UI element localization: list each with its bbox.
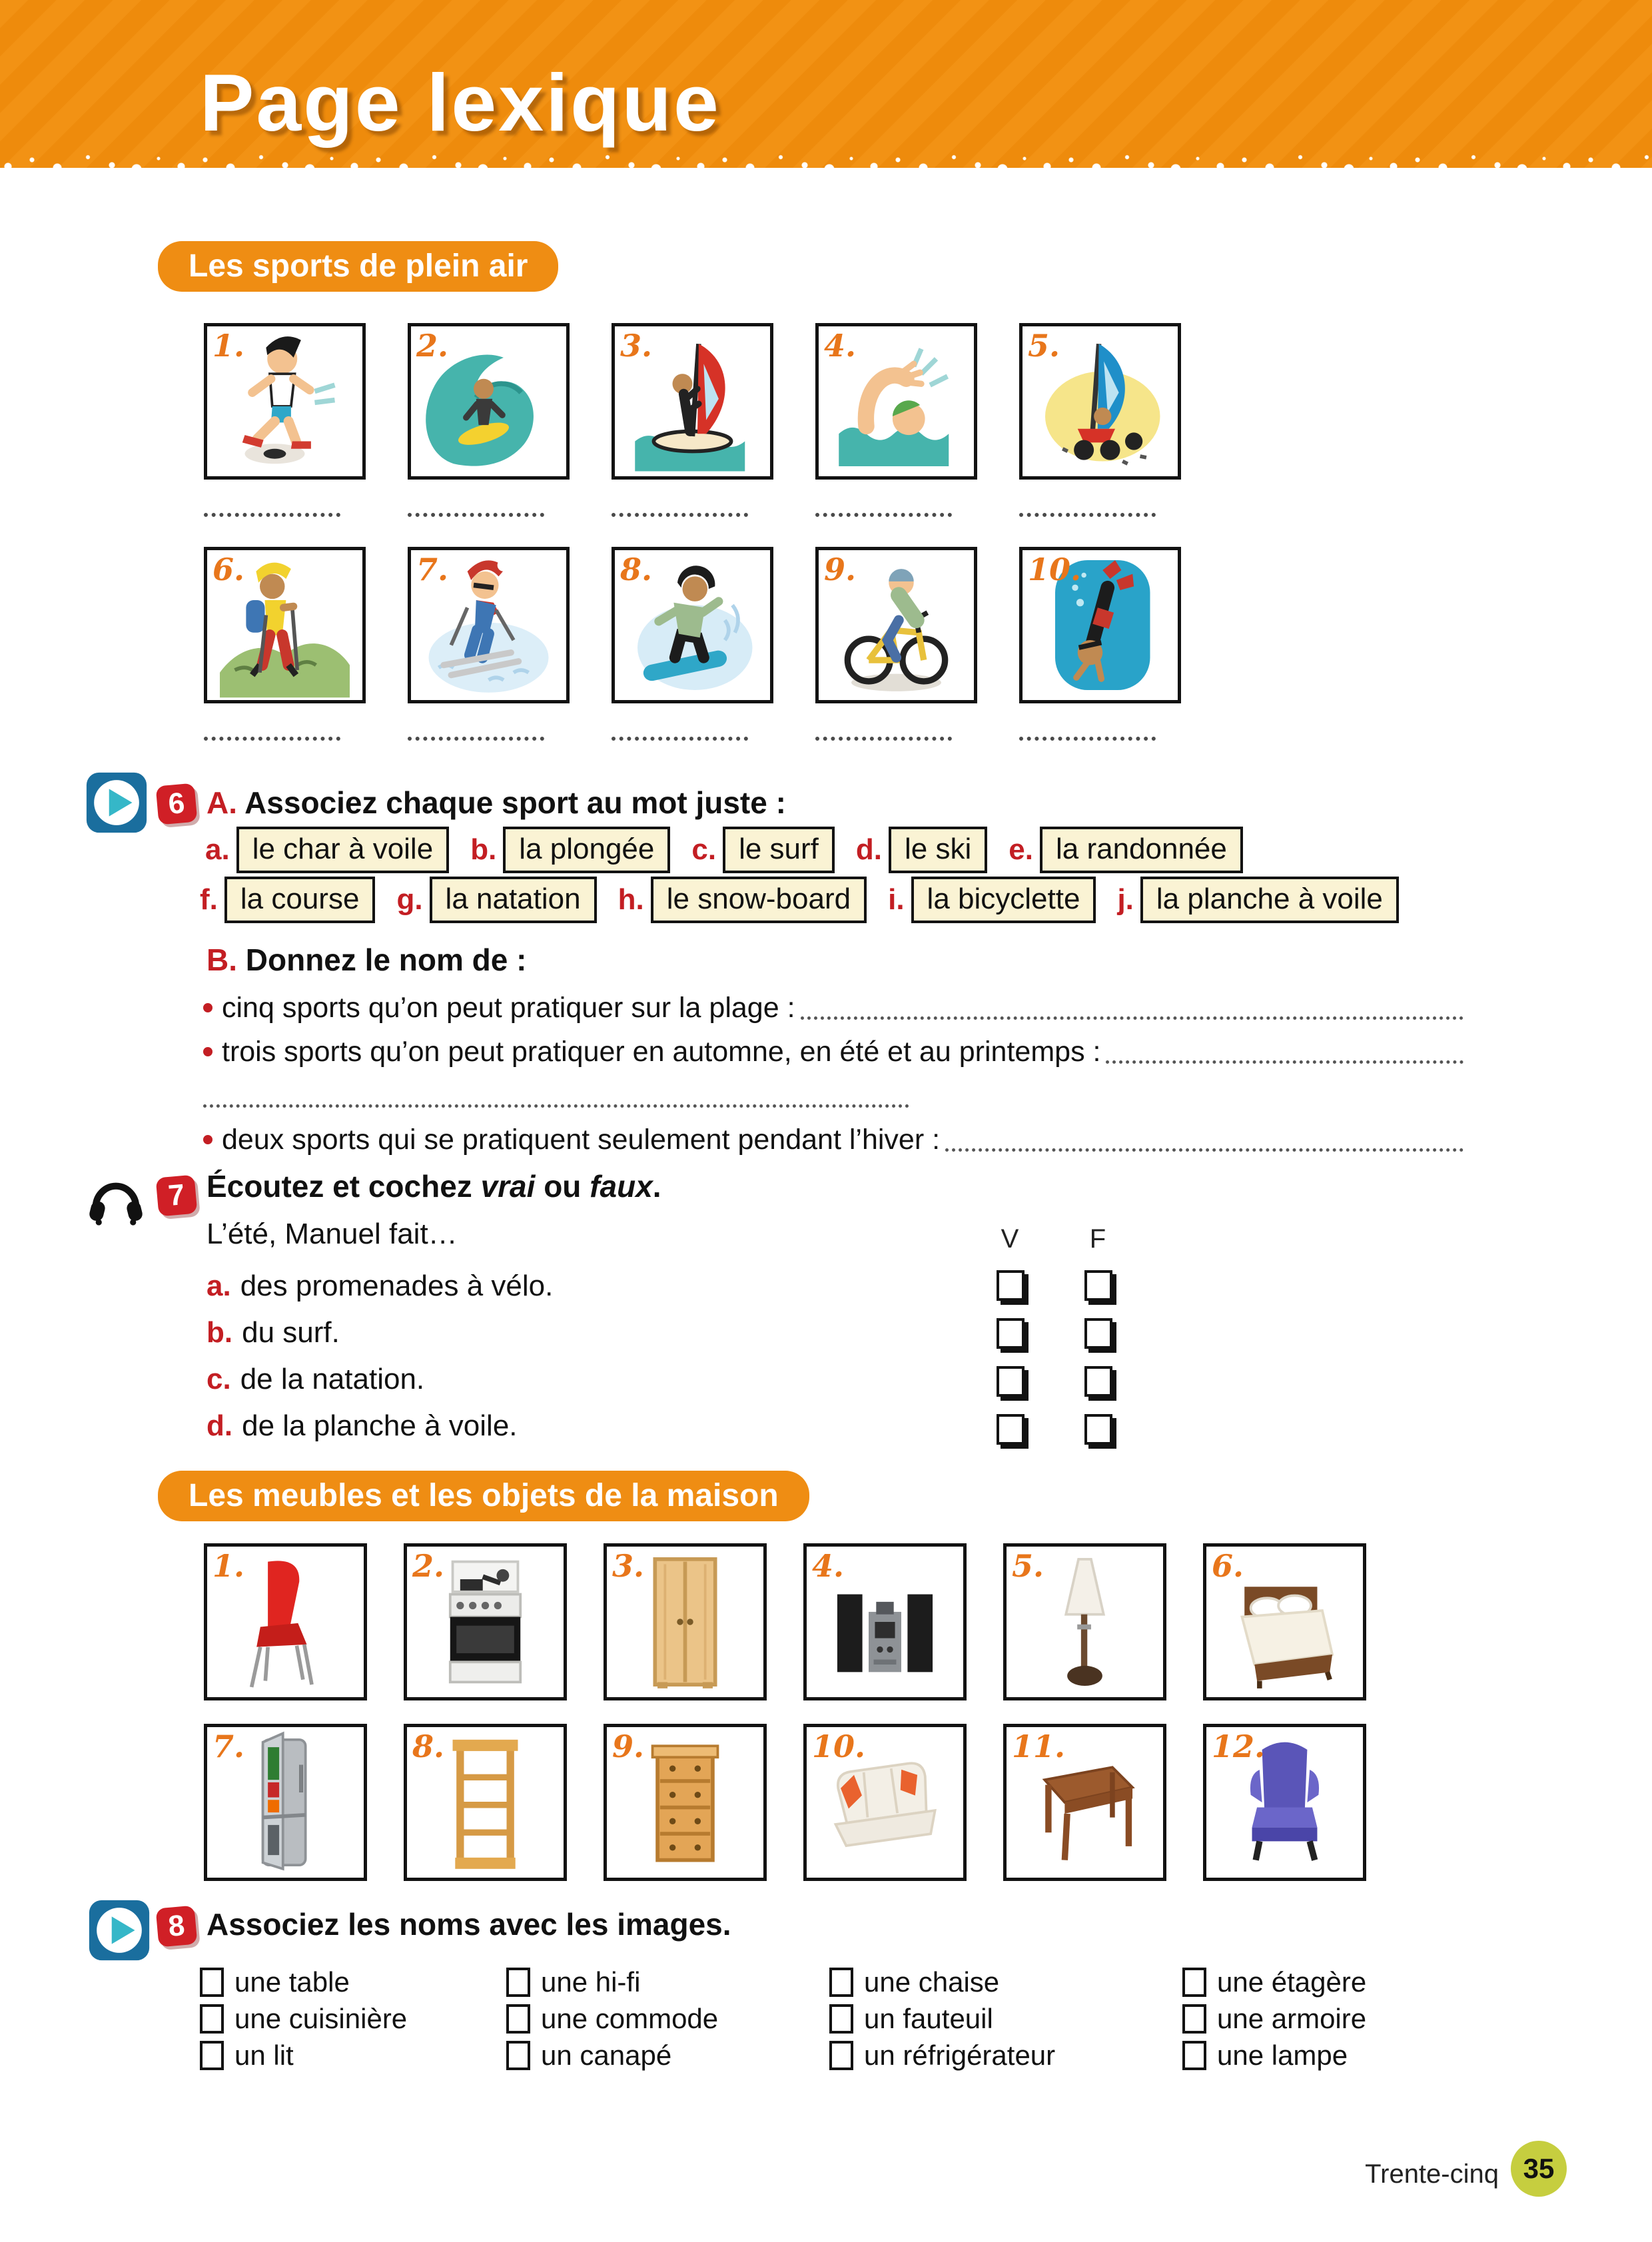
item-label: une cuisinière — [234, 2002, 408, 2034]
answer-line[interactable] — [945, 1128, 1463, 1152]
furniture-image-armchair — [1203, 1724, 1366, 1881]
exercise8-checklist — [200, 1964, 1366, 2073]
word-letter: j. — [1117, 883, 1134, 916]
instruction-text: Écoutez et cochez — [206, 1169, 481, 1204]
answer-line[interactable] — [408, 731, 544, 741]
checkbox-un-refrigerateur[interactable] — [829, 2041, 853, 2070]
list-item — [1182, 1964, 1366, 2000]
sport-number: 5. — [1028, 328, 1060, 364]
item-label: un canapé — [541, 2039, 672, 2071]
bullet-item — [203, 986, 1463, 1030]
exercise7-title — [206, 1168, 661, 1204]
word-box: la natation — [430, 877, 597, 923]
exercise7-subtitle: L’été, Manuel fait… — [206, 1218, 458, 1250]
answer-line[interactable] — [1019, 508, 1156, 517]
answer-line[interactable] — [815, 731, 952, 741]
checkbox-une-commode[interactable] — [506, 2004, 530, 2034]
list-item — [829, 1964, 1182, 2000]
checkbox-faux-a[interactable] — [1084, 1270, 1112, 1301]
checkbox-column-vrai — [997, 1270, 1025, 1462]
item-label: un fauteuil — [864, 2002, 993, 2034]
instruction-text: ou — [535, 1169, 590, 1204]
furniture-number: 7. — [212, 1728, 245, 1764]
list-item — [206, 1309, 553, 1356]
furniture-number: 10. — [812, 1728, 866, 1764]
answer-line[interactable] — [204, 508, 340, 517]
instruction-italic: vrai — [480, 1169, 536, 1204]
checkbox-une-armoire[interactable] — [1182, 2004, 1206, 2034]
checkbox-un-lit[interactable] — [200, 2041, 224, 2070]
sport-image-sand-yachting — [1019, 323, 1181, 480]
furniture-number: 11. — [1012, 1728, 1066, 1764]
answer-line[interactable] — [815, 508, 952, 517]
headphones-icon — [85, 1168, 147, 1230]
word-box: la course — [224, 877, 376, 923]
bullet-item-continuation — [203, 1074, 1463, 1118]
word-box: la planche à voile — [1140, 877, 1399, 923]
word-letter: a. — [205, 833, 230, 866]
word-letter: d. — [855, 833, 883, 866]
furniture-number: 1. — [212, 1548, 245, 1584]
page-title: Page lexique — [200, 57, 721, 148]
item-letter: b. — [206, 1316, 233, 1349]
list-item — [206, 1356, 553, 1403]
list-item — [200, 2000, 506, 2037]
furniture-image-row-2 — [204, 1724, 1366, 1881]
word-box: le snow-board — [651, 877, 867, 923]
word-letter: c. — [691, 833, 717, 866]
sports-answer-lines-row-1 — [204, 508, 1223, 517]
page-number-badge: 35 — [1511, 2141, 1567, 2197]
furniture-image-wardrobe — [604, 1543, 767, 1700]
item-text: de la natation. — [240, 1363, 425, 1395]
checkbox-une-chaise[interactable] — [829, 1968, 853, 1997]
furniture-number: 3. — [612, 1548, 645, 1584]
exercise6-part-b-items — [203, 986, 1463, 1162]
part-label: B. — [206, 942, 237, 977]
word-box: la bicyclette — [911, 877, 1096, 923]
furniture-image-stove — [404, 1543, 567, 1700]
list-item — [206, 1263, 553, 1309]
answer-line[interactable] — [1106, 1040, 1463, 1064]
word-box: la plongée — [503, 827, 670, 873]
sports-image-row-1 — [204, 323, 1181, 480]
furniture-image-hifi — [803, 1543, 967, 1700]
sports-image-row-2 — [204, 547, 1181, 703]
word-box: le char à voile — [236, 827, 449, 873]
word-letter: i. — [888, 883, 905, 916]
furniture-number: 2. — [412, 1548, 445, 1584]
answer-line[interactable] — [612, 731, 748, 741]
bullet-text: deux sports qui se pratiquent seulement pendant l’hiver : — [222, 1123, 941, 1156]
checkbox-une-etagere[interactable] — [1182, 1968, 1206, 1997]
answer-line[interactable] — [612, 508, 748, 517]
word-letter: b. — [470, 833, 497, 866]
instruction-text: . — [652, 1169, 661, 1204]
checkbox-faux-b[interactable] — [1084, 1318, 1112, 1349]
bullet-item — [203, 1118, 1463, 1162]
list-item — [200, 2037, 506, 2073]
checkbox-vrai-a[interactable] — [997, 1270, 1025, 1301]
sport-image-cycling — [815, 547, 977, 703]
sports-answer-lines-row-2 — [204, 731, 1223, 741]
checkbox-un-canape[interactable] — [506, 2041, 530, 2070]
sport-number: 8. — [620, 552, 653, 587]
word-box: le ski — [889, 827, 987, 873]
word-box: le surf — [723, 827, 835, 873]
header-banner — [0, 0, 1652, 168]
list-item — [506, 1964, 829, 2000]
furniture-image-dresser — [604, 1724, 767, 1881]
item-letter: c. — [206, 1363, 231, 1395]
item-label: une étagère — [1217, 1966, 1367, 1998]
checkbox-faux-c[interactable] — [1084, 1366, 1112, 1397]
list-item — [506, 2000, 829, 2037]
list-item — [506, 2037, 829, 2073]
sport-number: 6. — [212, 552, 245, 587]
play-audio-icon[interactable] — [88, 1899, 151, 1962]
exercise-number-badge: 7 — [156, 1175, 198, 1217]
section-title-sports: Les sports de plein air — [158, 241, 558, 292]
checkbox-vrai-d[interactable] — [997, 1414, 1025, 1445]
furniture-image-fridge — [204, 1724, 367, 1881]
sport-number: 2. — [416, 328, 449, 364]
instruction-text: Donnez le nom de : — [245, 942, 527, 977]
item-label: une armoire — [1217, 2002, 1367, 2034]
exercise6-part-b-title — [206, 942, 526, 978]
checkbox-une-hifi[interactable] — [506, 1968, 530, 1997]
item-label: une chaise — [864, 1966, 1000, 1998]
exercise8-title: Associez les noms avec les images. — [206, 1907, 731, 1942]
answer-line[interactable] — [801, 996, 1463, 1020]
word-box-row-1 — [205, 827, 1264, 873]
answer-line[interactable] — [203, 1084, 909, 1108]
word-letter: e. — [1009, 833, 1033, 866]
item-label: une commode — [541, 2002, 719, 2034]
word-letter: h. — [618, 883, 644, 916]
word-box: la randonnée — [1040, 827, 1243, 873]
item-label: un lit — [234, 2039, 294, 2071]
checkbox-vrai-b[interactable] — [997, 1318, 1025, 1349]
furniture-image-chair — [204, 1543, 367, 1700]
sport-image-hiking — [204, 547, 366, 703]
list-item — [206, 1403, 553, 1449]
item-label: un réfrigérateur — [864, 2039, 1056, 2071]
answer-line[interactable] — [204, 731, 340, 741]
sport-number: 9. — [824, 552, 857, 587]
furniture-number: 9. — [612, 1728, 645, 1764]
item-text: de la planche à voile. — [242, 1409, 518, 1442]
list-item — [1182, 2000, 1366, 2037]
item-label: une table — [234, 1966, 350, 1998]
bullet-item — [203, 1030, 1463, 1074]
exercise7-items — [206, 1263, 553, 1449]
sport-number: 4. — [824, 328, 857, 364]
furniture-number: 12. — [1212, 1728, 1266, 1764]
page-number-words: Trente-cinq — [1365, 2159, 1499, 2189]
sport-number: 3. — [620, 328, 653, 364]
furniture-number: 5. — [1012, 1548, 1044, 1584]
column-header-faux: F — [1089, 1224, 1106, 1254]
sport-number: 7. — [416, 552, 449, 587]
word-letter: f. — [200, 883, 218, 916]
furniture-image-shelf — [404, 1724, 567, 1881]
sport-image-snowboarding — [612, 547, 773, 703]
item-text: des promenades à vélo. — [240, 1270, 554, 1302]
checkbox-un-fauteuil[interactable] — [829, 2004, 853, 2034]
part-label: A. — [206, 785, 237, 820]
word-letter: g. — [396, 883, 423, 916]
checkbox-vrai-c[interactable] — [997, 1366, 1025, 1397]
exercise-number-badge: 6 — [156, 783, 198, 825]
exercise6-part-a-title — [206, 785, 786, 821]
checkbox-column-faux — [1084, 1270, 1112, 1462]
sport-image-surfing — [408, 323, 570, 480]
furniture-number: 4. — [812, 1548, 845, 1584]
list-item — [829, 2037, 1182, 2073]
instruction-text: Associez chaque sport au mot juste : — [244, 785, 786, 820]
furniture-image-row-1 — [204, 1543, 1366, 1700]
checkbox-faux-d[interactable] — [1084, 1414, 1112, 1445]
column-header-vrai: V — [1001, 1224, 1019, 1254]
checkbox-une-table[interactable] — [200, 1968, 224, 1997]
sport-image-windsurfing — [612, 323, 773, 480]
furniture-image-table — [1003, 1724, 1166, 1881]
furniture-number: 8. — [412, 1728, 445, 1764]
item-text: du surf. — [242, 1316, 340, 1349]
sport-number: 10. — [1028, 552, 1082, 587]
sport-image-skiing — [408, 547, 570, 703]
checkbox-une-cuisiniere[interactable] — [200, 2004, 224, 2034]
sport-number: 1. — [212, 328, 245, 364]
play-audio-icon[interactable] — [85, 771, 148, 834]
answer-line[interactable] — [408, 508, 544, 517]
answer-line[interactable] — [1019, 731, 1156, 741]
sport-image-diving — [1019, 547, 1181, 703]
list-item — [1182, 2037, 1366, 2073]
bullet-text: cinq sports qu’on peut pratiquer sur la plage : — [222, 991, 795, 1024]
furniture-image-lamp — [1003, 1543, 1166, 1700]
sport-image-running — [204, 323, 366, 480]
item-label: une hi-fi — [541, 1966, 641, 1998]
item-letter: a. — [206, 1270, 231, 1302]
section-title-furniture: Les meubles et les objets de la maison — [158, 1471, 809, 1521]
list-item — [200, 1964, 506, 2000]
list-item — [829, 2000, 1182, 2037]
furniture-image-bed — [1203, 1543, 1366, 1700]
checkbox-une-lampe[interactable] — [1182, 2041, 1206, 2070]
item-label: une lampe — [1217, 2039, 1348, 2071]
bullet-text: trois sports qu’on peut pratiquer en automne, en été et au printemps : — [222, 1035, 1101, 1068]
item-letter: d. — [206, 1409, 233, 1442]
exercise-number-badge: 8 — [156, 1906, 198, 1948]
furniture-image-sofa — [803, 1724, 967, 1881]
word-box-row-2 — [200, 877, 1420, 923]
instruction-italic: faux — [590, 1169, 653, 1204]
sport-image-swimming — [815, 323, 977, 480]
furniture-number: 6. — [1212, 1548, 1244, 1584]
